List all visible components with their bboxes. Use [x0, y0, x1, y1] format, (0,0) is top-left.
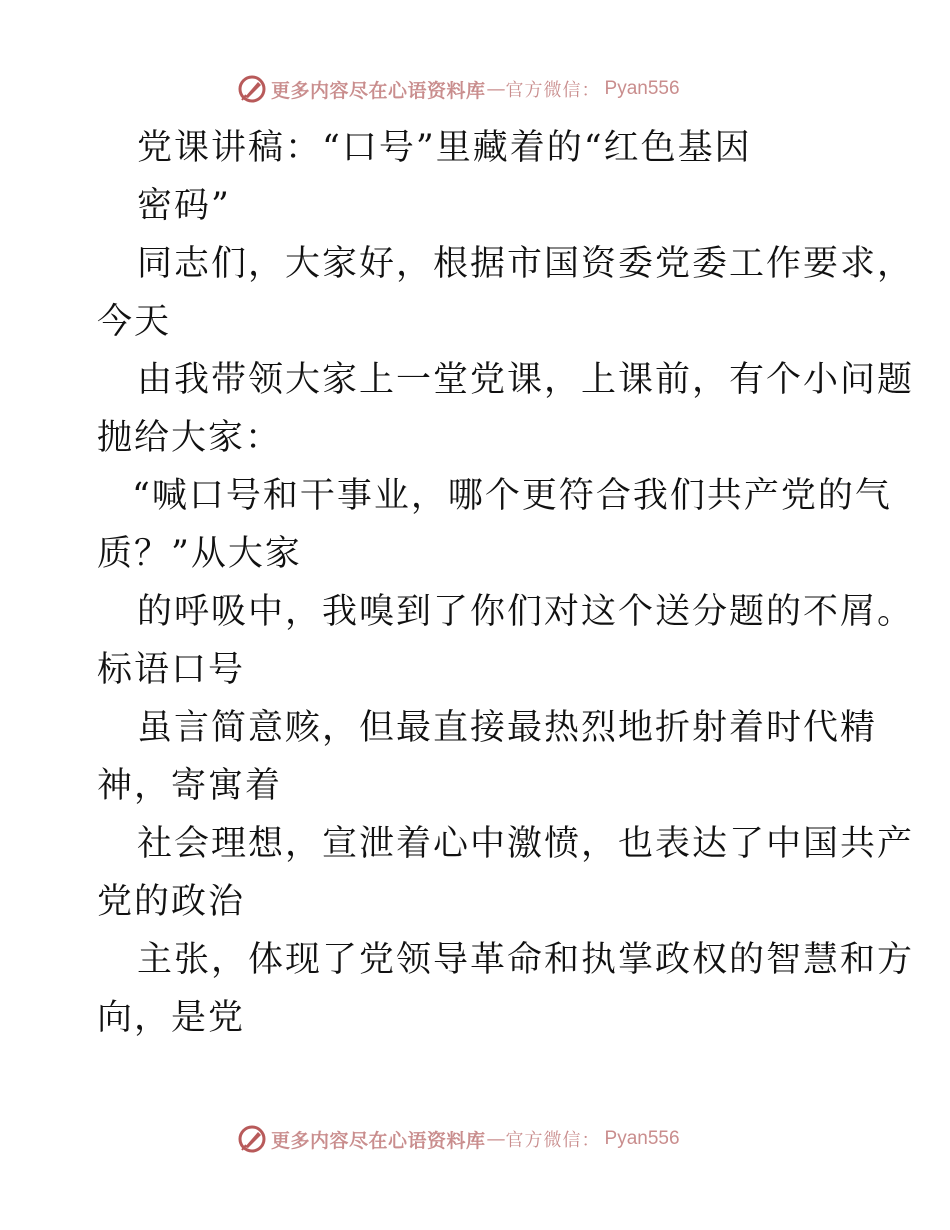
header-watermark	[236, 72, 716, 106]
paragraph-line: “喊口号和干事业，哪个更符合我们共产党的气	[132, 476, 892, 516]
paragraph-line: 标语口号	[97, 650, 246, 690]
footer-wechat-id: Pyan556	[604, 1128, 680, 1149]
paragraph-line: 神，寄寓着	[97, 766, 283, 806]
title-line-2: 密码”	[137, 186, 231, 226]
paragraph-line: 虽言简意赅，但最直接最热烈地折射着时代精	[137, 708, 878, 748]
header-separator: —	[486, 78, 506, 100]
paragraph-line: 同志们，大家好，根据市国资委党委工作要求，	[137, 244, 915, 284]
paragraph-line: 由我带领大家上一堂党课，上课前，有个小问题	[137, 360, 915, 400]
quill-logo-icon	[236, 73, 268, 105]
header-brand-text: 更多内容尽在心语资料库	[271, 79, 486, 102]
paragraph-line: 党的政治	[97, 882, 246, 922]
quill-logo-icon	[236, 1123, 268, 1155]
footer-watermark	[236, 1122, 716, 1156]
paragraph-line: 向，是党	[97, 998, 246, 1038]
footer-wechat-label: 官方微信：	[505, 1130, 601, 1151]
header-wechat-id: Pyan556	[604, 78, 680, 99]
footer-separator: —	[486, 1128, 506, 1150]
paragraph-line: 今天	[97, 302, 172, 342]
paragraph-line: 质？”从大家	[97, 534, 302, 574]
header-wechat-label: 官方微信：	[505, 80, 601, 101]
paragraph-line: 社会理想，宣泄着心中激愤，也表达了中国共产	[137, 824, 915, 864]
title-line-1: 党课讲稿：“口号”里藏着的“红色基因	[137, 128, 752, 168]
footer-brand-text: 更多内容尽在心语资料库	[271, 1129, 486, 1152]
paragraph-line: 的呼吸中，我嗅到了你们对这个送分题的不屑。	[137, 592, 915, 632]
paragraph-line: 抛给大家：	[97, 418, 283, 458]
paragraph-line: 主张，体现了党领导革命和执掌政权的智慧和方	[137, 940, 915, 980]
